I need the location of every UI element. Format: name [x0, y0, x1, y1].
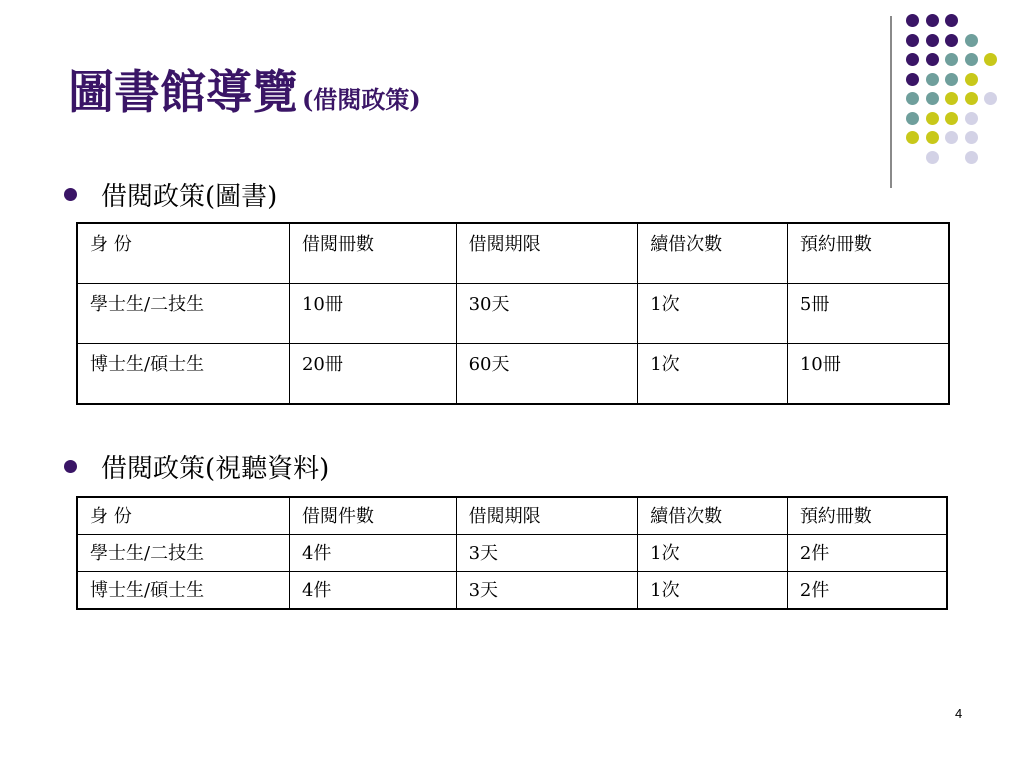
table-header-cell: 預約冊數	[787, 497, 947, 535]
bullet-icon	[64, 188, 77, 201]
section-heading-av	[64, 448, 329, 485]
table-cell: 60天	[456, 344, 638, 405]
decorative-dot	[965, 131, 978, 144]
table-row	[77, 284, 949, 344]
decorative-dot	[926, 151, 939, 164]
table-cell: 30天	[456, 284, 638, 344]
slide-title-sub: (借閱政策)	[302, 85, 421, 114]
table-cell: 5冊	[787, 284, 949, 344]
table-row	[77, 572, 947, 610]
table-header-cell: 身 份	[77, 497, 289, 535]
decorative-dot	[906, 14, 919, 27]
table-cell: 3天	[456, 572, 638, 610]
decorative-dot-grid	[906, 14, 1016, 164]
decorative-dot	[984, 53, 997, 66]
table-header-cell: 續借次數	[638, 223, 788, 284]
decorative-dot	[906, 53, 919, 66]
table-cell: 博士生/碩士生	[77, 344, 289, 405]
decorative-dot	[926, 73, 939, 86]
decorative-dot	[926, 53, 939, 66]
decorative-dot	[965, 73, 978, 86]
books-policy-table	[76, 222, 950, 405]
decorative-dot	[945, 53, 958, 66]
table-header-cell: 預約冊數	[787, 223, 949, 284]
table-cell: 學士生/二技生	[77, 284, 289, 344]
table-cell: 2件	[787, 572, 947, 610]
table-cell: 2件	[787, 535, 947, 572]
slide-title-main: 圖書館導覽	[68, 65, 298, 119]
table-cell: 10冊	[787, 344, 949, 405]
table-cell: 20冊	[289, 344, 456, 405]
table-cell: 1次	[638, 535, 788, 572]
page-number: 4	[955, 706, 963, 721]
table-header-row	[77, 223, 949, 284]
decorative-dot	[965, 92, 978, 105]
table-cell: 1次	[638, 344, 788, 405]
table-row	[77, 344, 949, 405]
table-header-cell: 借閱期限	[456, 497, 638, 535]
decorative-dot	[984, 92, 997, 105]
table-header-cell: 借閱冊數	[289, 223, 456, 284]
table-header-cell: 借閱件數	[289, 497, 456, 535]
decorative-dot	[945, 92, 958, 105]
decorative-dot	[926, 34, 939, 47]
decorative-dot	[965, 112, 978, 125]
decorative-dot	[906, 92, 919, 105]
bullet-icon	[64, 460, 77, 473]
decorative-dot	[906, 34, 919, 47]
decorative-dot	[965, 34, 978, 47]
table-header-cell: 身 份	[77, 223, 289, 284]
table-cell: 4件	[289, 572, 456, 610]
decorative-dot	[926, 131, 939, 144]
table-cell: 4件	[289, 535, 456, 572]
table-header-row	[77, 497, 947, 535]
table-cell: 博士生/碩士生	[77, 572, 289, 610]
decorative-dot	[945, 14, 958, 27]
av-policy-table	[76, 496, 948, 610]
decorative-dot	[906, 112, 919, 125]
decorative-dot	[945, 112, 958, 125]
slide-title	[68, 56, 421, 122]
decorative-dot	[906, 131, 919, 144]
decorative-dot	[945, 73, 958, 86]
table-header-cell: 借閱期限	[456, 223, 638, 284]
table-cell: 1次	[638, 284, 788, 344]
decorative-dot	[906, 73, 919, 86]
decorative-dot	[945, 34, 958, 47]
table-row	[77, 535, 947, 572]
table-cell: 學士生/二技生	[77, 535, 289, 572]
decorative-dot	[926, 92, 939, 105]
table-cell: 1次	[638, 572, 788, 610]
decorative-dot	[965, 53, 978, 66]
decorative-dot	[926, 112, 939, 125]
table-cell: 10冊	[289, 284, 456, 344]
section-heading-label: 借閱政策(視聽資料)	[101, 454, 330, 484]
decorative-vertical-line	[890, 16, 892, 188]
decorative-dot	[965, 151, 978, 164]
section-heading-label: 借閱政策(圖書)	[101, 182, 278, 212]
table-cell: 3天	[456, 535, 638, 572]
decorative-dot	[926, 14, 939, 27]
decorative-dot	[945, 131, 958, 144]
table-header-cell: 續借次數	[638, 497, 788, 535]
section-heading-books	[64, 176, 277, 213]
